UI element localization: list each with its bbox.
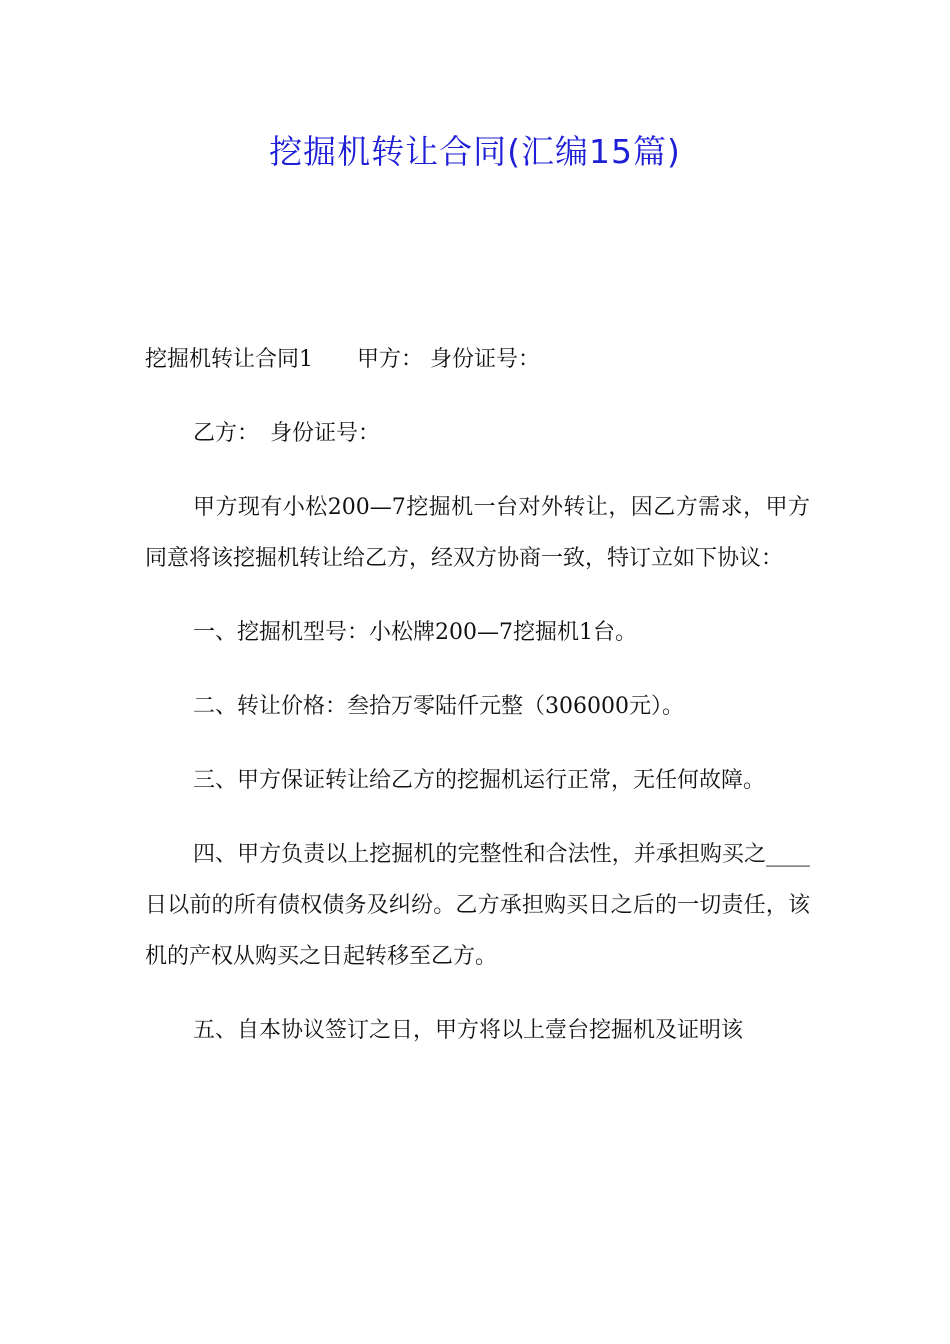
document-title: 挖掘机转让合同(汇编15篇) bbox=[269, 132, 681, 171]
clause-4: 四、甲方负责以上挖掘机的完整性和合法性，并承担购买之____日以前的所有债权债务及纠纷。乙方承担购买日之后的一切责任，该机的产权从购买之日起转移至乙方。 bbox=[145, 842, 810, 969]
contract-heading-line bbox=[145, 334, 810, 385]
paragraph-intro: 甲方现有小松200—7挖掘机一台对外转让，因乙方需求，甲方同意将该挖掘机转让给乙方，经双方协商一致，特订立如下协议： bbox=[145, 495, 810, 571]
clause-1: 一、挖掘机型号：小松牌200—7挖掘机1台。 bbox=[193, 620, 637, 645]
clause-5: 五、自本协议签订之日，甲方将以上壹台挖掘机及证明该 bbox=[193, 1018, 744, 1043]
document-body bbox=[145, 334, 810, 1056]
clause-2: 二、转让价格：叁拾万零陆仟元整（306000元）。 bbox=[193, 694, 684, 719]
clause-3: 三、甲方保证转让给乙方的挖掘机运行正常，无任何故障。 bbox=[193, 768, 766, 793]
party-a-id-label: 身份证号： bbox=[430, 347, 541, 372]
party-a-label: 甲方： bbox=[357, 347, 424, 372]
party-b-line: 乙方： 身份证号： bbox=[193, 421, 381, 446]
contract-name: 挖掘机转让合同1 bbox=[145, 347, 313, 372]
